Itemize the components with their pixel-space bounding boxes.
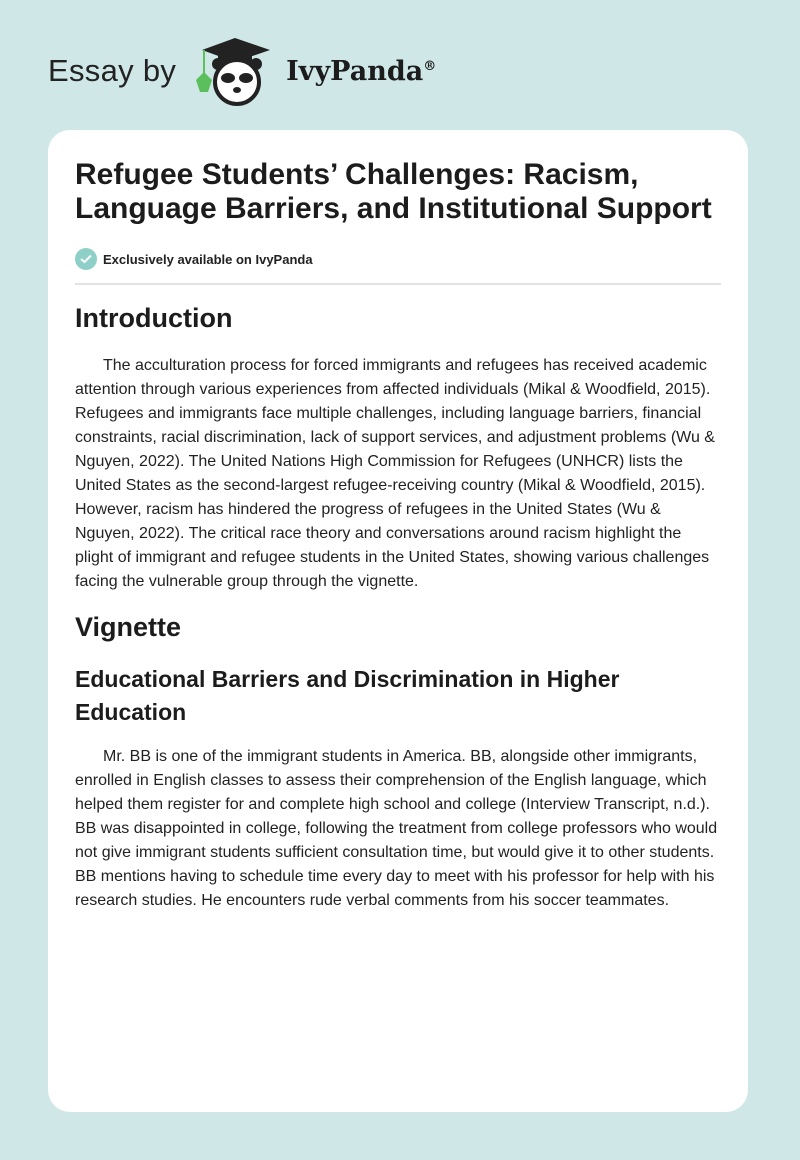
exclusive-badge: [75, 248, 721, 270]
subsection-heading: Educational Barriers and Discrimination in Higher Education: [75, 666, 620, 725]
section-heading-vignette: Vignette: [75, 612, 182, 642]
site-logo[interactable]: [48, 36, 436, 106]
vignette-paragraph: Mr. BB is one of the immigrant students in America. BB, alongside other immigrants, enrolled in English classes to assess their comprehension of the English language, which helped them register for and complete high school and college (Interview Transcript, n.d.). BB was disappointed in college, following the treatment from college professors who would not give immigrant students sufficient consultation time, but would give it to other students. BB mentions having to schedule time every day to meet with his professor for help with his research studies. He encounters rude verbal comments from his soccer teammates.: [75, 748, 718, 909]
brand-name: IvyPanda®: [286, 55, 437, 87]
badge-label: Exclusively available on IvyPanda: [103, 251, 313, 267]
check-icon: [75, 248, 97, 270]
essay-title: Refugee Students’ Challenges: Racism, Language Barriers, and Institutional Support: [75, 158, 712, 225]
essay-card: [48, 130, 748, 1112]
divider: [75, 283, 721, 285]
panda-logo-icon: [192, 36, 278, 106]
section-heading-introduction: Introduction: [75, 303, 233, 333]
essay-by-label: Essay by: [48, 53, 177, 88]
introduction-paragraph: The acculturation process for forced immigrants and refugees has received academic attention through various experiences from affected individuals (Mikal & Woodfield, 2015). Refugees and immigrants face multiple challenges, including language barriers, financial constraints, racial discrimination, lack of support services, and adjustment problems (Wu & Nguyen, 2022). The United Nations High Commission for Refugees (UNHCR) lists the United States as the second-largest refugee-receiving country (Mikal & Woodfield, 2015). However, racism has hindered the progress of refugees in the United States (Wu & Nguyen, 2022). The critical race theory and conversations around racism highlight the plight of immigrant and refugee students in the United States, showing various challenges facing the vulnerable group through the vignette.: [75, 357, 715, 590]
